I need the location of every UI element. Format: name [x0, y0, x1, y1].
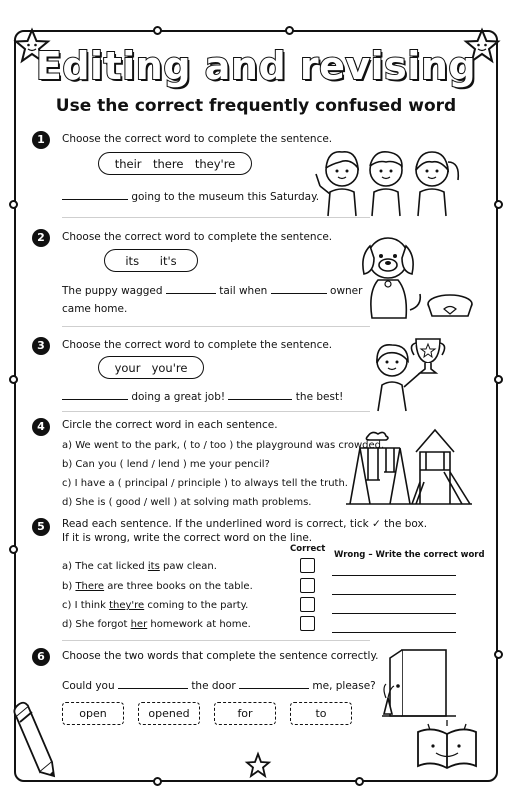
question-prompt: If it is wrong, write the correct word on the line. [62, 532, 313, 544]
question-prompt: Choose the correct word to complete the sentence. [62, 133, 333, 145]
circle-item[interactable]: d) She is ( good / well ) at solving math problems. [62, 497, 312, 508]
puppy-illustration [360, 232, 476, 322]
sentence-text: came home. [62, 303, 128, 315]
circle-item[interactable]: a) We went to the park, ( to / too ) the playground was crowded. [62, 440, 385, 451]
column-header-correct: Correct [290, 544, 326, 554]
border-dot [494, 650, 503, 659]
divider [62, 326, 370, 327]
word-option[interactable]: its [125, 253, 140, 268]
word-option[interactable]: it's [159, 253, 177, 268]
divider [62, 640, 370, 641]
word-option[interactable]: there [152, 156, 184, 171]
question-number: 5 [32, 518, 50, 536]
answer-blank[interactable] [62, 390, 128, 400]
sentence-text: going to the museum this Saturday. [131, 191, 320, 203]
word-bank [98, 152, 252, 175]
answer-blank[interactable] [228, 390, 292, 400]
question-number: 4 [32, 418, 50, 436]
answer-blank[interactable] [271, 284, 327, 294]
border-dot [9, 200, 18, 209]
pencil-icon [10, 700, 58, 776]
answer-blank[interactable] [62, 190, 128, 200]
border-dot [494, 375, 503, 384]
answer-blank[interactable] [166, 284, 216, 294]
check-item: b) There are three books on the table. [62, 581, 253, 592]
question-prompt: Circle the correct word in each sentence. [62, 419, 278, 431]
door-illustration [382, 648, 456, 718]
check-item: a) The cat licked its paw clean. [62, 561, 217, 572]
word-option[interactable]: you're [151, 360, 188, 375]
answer-line[interactable] [332, 575, 456, 576]
question-prompt: Choose the correct word to complete the sentence. [62, 339, 333, 351]
sentence [62, 679, 376, 692]
question-number: 3 [32, 337, 50, 355]
page-title: Editing and revising [35, 44, 477, 88]
divider [62, 411, 370, 412]
question-prompt: Choose the two words that complete the sentence correctly. [62, 650, 379, 662]
underlined-word: its [147, 561, 160, 572]
border-dot [355, 777, 364, 786]
correct-checkbox[interactable] [300, 616, 315, 631]
word-option[interactable]: they're [194, 156, 236, 171]
answer-line[interactable] [332, 594, 456, 595]
sentence-text: tail when [219, 285, 268, 297]
option-button[interactable]: opened [138, 702, 200, 725]
children-illustration [310, 140, 470, 216]
correct-checkbox[interactable] [300, 578, 315, 593]
question-number: 2 [32, 229, 50, 247]
correct-checkbox[interactable] [300, 558, 315, 573]
sentence-text: the door [191, 680, 236, 692]
sentence-text: Could you [62, 680, 115, 692]
sentence-text: owner [330, 285, 363, 297]
border-dot [153, 26, 162, 35]
sentence [62, 284, 362, 297]
answer-line[interactable] [332, 632, 456, 633]
underlined-word: There [75, 581, 105, 592]
question-prompt: Read each sentence. If the underlined word is correct, tick ✓ the box. [62, 518, 428, 530]
sentence-text: The puppy wagged [62, 285, 163, 297]
sentence [62, 390, 343, 403]
sentence-text: doing a great job! [131, 391, 226, 403]
question-5 [32, 518, 485, 642]
question-prompt: Choose the correct word to complete the sentence. [62, 231, 333, 243]
column-header-wrong: Wrong – Write the correct word [334, 550, 485, 560]
word-option[interactable]: your [114, 360, 141, 375]
word-bank [104, 249, 198, 272]
correct-checkbox[interactable] [300, 597, 315, 612]
playground-illustration [346, 422, 472, 506]
divider [62, 217, 370, 218]
question-number: 6 [32, 648, 50, 666]
answer-blank[interactable] [239, 679, 309, 689]
border-dot [285, 26, 294, 35]
question-number: 1 [32, 131, 50, 149]
word-bank [98, 356, 204, 379]
answer-blank[interactable] [118, 679, 188, 689]
option-button[interactable]: to [290, 702, 352, 725]
sentence-text: me, please? [312, 680, 376, 692]
word-option[interactable]: their [114, 156, 142, 171]
option-button[interactable]: for [214, 702, 276, 725]
underlined-word: her [130, 619, 148, 630]
page-subtitle: Use the correct frequently confused word [55, 96, 457, 116]
option-button[interactable]: open [62, 702, 124, 725]
check-item: c) I think they're coming to the party. [62, 600, 249, 611]
circle-item[interactable]: b) Can you ( lend / lend ) me your pencil? [62, 459, 270, 470]
border-dot [153, 777, 162, 786]
sentence [62, 190, 319, 203]
border-dot [9, 545, 18, 554]
sentence-text: the best! [295, 391, 344, 403]
book-icon [414, 720, 480, 772]
check-item: d) She forgot her homework at home. [62, 619, 251, 630]
border-dot [9, 375, 18, 384]
girl-trophy-illustration [368, 333, 452, 411]
border-dot [494, 200, 503, 209]
circle-item[interactable]: c) I have a ( principal / principle ) to always tell the truth. [62, 478, 348, 489]
star-icon [245, 752, 271, 778]
underlined-word: they're [109, 600, 145, 611]
option-row [62, 702, 352, 726]
answer-line[interactable] [332, 613, 456, 614]
